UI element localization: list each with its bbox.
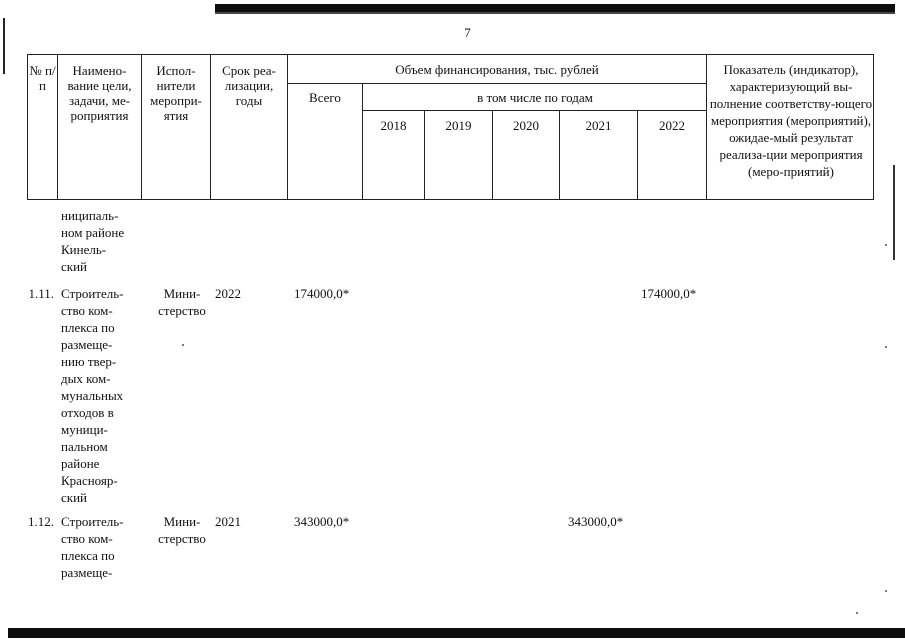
top-scan-bar-shadow xyxy=(215,12,895,14)
header-funding: Объем финансирования, тыс. рублей xyxy=(395,62,599,77)
name-line: мунальных xyxy=(61,388,124,403)
executor-line: Мини- xyxy=(163,286,201,301)
continuation-line: ном районе xyxy=(61,225,125,240)
header-year-2020: 2020 xyxy=(513,118,539,133)
header-executors: Испол-нители меропри-ятия xyxy=(150,63,202,123)
row-number: 1.12. xyxy=(28,514,54,529)
row-total: 174000,0* xyxy=(294,286,350,301)
header-year-2021: 2021 xyxy=(585,118,612,133)
scan-speck xyxy=(856,612,858,614)
row-period: 2022 xyxy=(215,286,241,301)
name-line: ский xyxy=(61,490,87,505)
name-line: размеще- xyxy=(61,337,113,352)
executor-line: стерство xyxy=(158,303,206,318)
name-line: отходов в xyxy=(61,405,114,420)
row-name xyxy=(61,513,139,581)
continuation-line: ский xyxy=(61,259,87,274)
row-period: 2021 xyxy=(215,514,241,529)
col-divider xyxy=(706,55,707,199)
header-by-year: в том числе по годам xyxy=(477,90,593,105)
page-number: 7 xyxy=(464,25,471,40)
continuation-text xyxy=(61,207,139,275)
name-line: районе xyxy=(61,456,100,471)
name-line: нию твер- xyxy=(61,354,117,369)
right-edge-mark xyxy=(893,165,895,260)
name-line: Краснояр- xyxy=(61,473,118,488)
name-line: муници- xyxy=(61,422,108,437)
col-divider xyxy=(141,55,142,199)
scan-speck xyxy=(885,590,887,592)
table-header xyxy=(27,54,874,200)
row-number: 1.11. xyxy=(28,286,54,301)
name-line: Строитель- xyxy=(61,286,124,301)
row-year-2022-value: 174000,0* xyxy=(641,286,697,301)
name-line: дых ком- xyxy=(61,371,111,386)
name-line: плекса по xyxy=(61,320,115,335)
header-indicator: Показатель (индикатор), характеризующий вы-полнение соответству-ющего мероприятия (мероприятий), ожидае-мый результат реализа-ции мероприятия (меро-приятий) xyxy=(709,62,873,179)
name-line: плекса по xyxy=(61,548,115,563)
row-year-2021-value: 343000,0* xyxy=(568,514,624,529)
bottom-scan-bar xyxy=(8,628,905,638)
col-divider xyxy=(362,84,363,199)
col-divider xyxy=(210,55,211,199)
executor-line: Мини- xyxy=(163,514,201,529)
continuation-line: Кинель- xyxy=(61,242,107,257)
col-divider xyxy=(57,55,58,199)
header-year-2018: 2018 xyxy=(380,118,407,133)
scan-speck xyxy=(885,346,887,348)
header-total: Всего xyxy=(309,90,341,105)
row-executor xyxy=(152,285,212,319)
name-line: ство ком- xyxy=(61,531,113,546)
continuation-line: ниципаль- xyxy=(61,208,119,223)
executor-line: стерство xyxy=(158,531,206,546)
name-line: ство ком- xyxy=(61,303,113,318)
scan-speck xyxy=(885,244,887,246)
header-year-2019: 2019 xyxy=(445,118,472,133)
col-divider xyxy=(287,55,288,199)
row-divider xyxy=(287,83,706,84)
row-divider xyxy=(362,110,706,111)
header-period: Срок реа-лизации, годы xyxy=(222,63,276,108)
name-line: размеще- xyxy=(61,565,113,580)
row-total: 343000,0* xyxy=(294,514,350,529)
scan-speck xyxy=(182,344,184,346)
name-line: Строитель- xyxy=(61,514,124,529)
header-name: Наимено-вание цели, задачи, ме-роприятия xyxy=(67,63,132,123)
header-num: № п/п xyxy=(29,63,56,93)
row-name xyxy=(61,285,139,506)
name-line: пальном xyxy=(61,439,108,454)
header-year-2022: 2022 xyxy=(659,118,685,133)
row-executor xyxy=(152,513,212,547)
